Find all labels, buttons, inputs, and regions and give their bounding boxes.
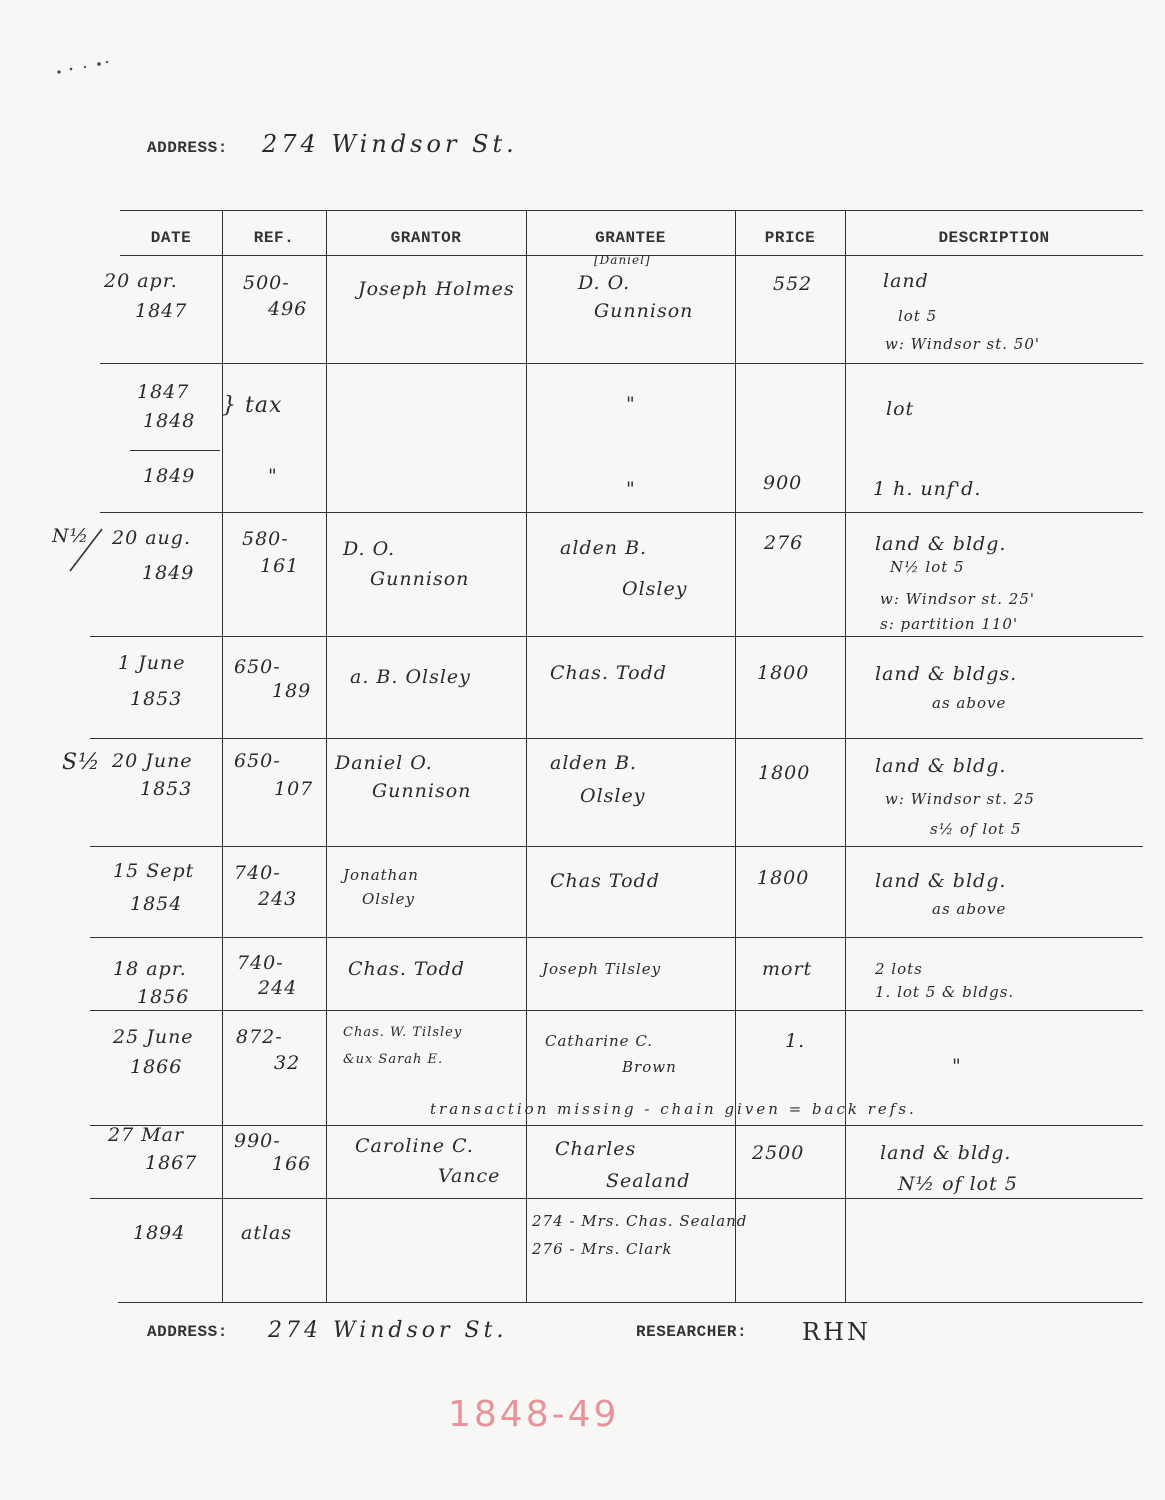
row0-grantee-note: [Daniel]: [594, 253, 651, 267]
row3-margin-note: N½: [52, 525, 90, 547]
row-rule: [90, 738, 1143, 739]
row0-ref2: 496: [268, 298, 308, 320]
table-bottom-rule: [118, 1302, 1143, 1303]
row6-price: 1800: [757, 867, 810, 889]
row0-desc2: lot 5: [898, 307, 938, 325]
row9-ref2: 166: [272, 1153, 312, 1175]
col-divider-ref: [222, 210, 223, 1302]
row5-desc2: w: Windsor st. 25: [885, 790, 1035, 808]
row5-grantor2: Gunnison: [372, 780, 472, 802]
row9-grantee2: Sealand: [606, 1170, 691, 1192]
col-header-description: DESCRIPTION: [938, 229, 1050, 247]
row-rule: [90, 937, 1143, 938]
row6-desc1: land & bldg.: [875, 870, 1007, 892]
row7-desc1: 2 lots: [875, 960, 923, 978]
row10-grantee1: 274 - Mrs. Chas. Sealand: [532, 1212, 748, 1230]
row1-ref: } tax: [222, 393, 283, 418]
row8-date: 25 June: [113, 1026, 194, 1048]
row8-ref2: 32: [274, 1052, 301, 1074]
row-rule: [100, 512, 1143, 513]
row-rule: [100, 363, 1143, 364]
row3-grantee2: Olsley: [622, 578, 688, 600]
address-value: 274 Windsor St.: [262, 130, 518, 158]
row0-ref1: 500-: [243, 272, 290, 294]
row5-grantor1: Daniel O.: [335, 752, 433, 774]
row7-ref2: 244: [258, 977, 298, 999]
row2-year: 1849: [143, 465, 196, 487]
table-top-rule: [120, 210, 1143, 211]
pink-date-note: 1848-49: [448, 1394, 620, 1435]
row3-grantor1: D. O.: [343, 538, 396, 560]
row10-ref: atlas: [241, 1222, 293, 1244]
row10-grantee2: 276 - Mrs. Clark: [532, 1240, 673, 1258]
row9-ref1: 990-: [234, 1130, 281, 1152]
row2-grantee-ditto: ": [626, 478, 636, 500]
row3-price: 276: [764, 532, 804, 554]
row8-ref1: 872-: [236, 1026, 283, 1048]
row-rule: [90, 1125, 1143, 1126]
col-divider-grantor: [326, 210, 327, 1302]
footer-address-label: ADDRESS:: [147, 1323, 228, 1341]
col-header-grantor: GRANTOR: [390, 229, 462, 247]
col-header-ref: REF.: [253, 229, 295, 247]
margin-slash-mark: [66, 525, 106, 575]
row3-ref1: 580-: [242, 528, 289, 550]
row9-year: 1867: [145, 1152, 198, 1174]
row8-year: 1866: [130, 1056, 183, 1078]
row8-price: 1.: [785, 1030, 806, 1052]
row4-year: 1853: [130, 688, 183, 710]
row7-date: 18 apr.: [113, 958, 187, 980]
row0-grantee2: Gunnison: [594, 300, 694, 322]
row7-grantee: Joseph Tilsley: [542, 960, 662, 978]
row8-desc-ditto: ": [952, 1055, 962, 1077]
row3-grantee1: alden B.: [560, 537, 648, 559]
row9-grantor2: Vance: [438, 1165, 501, 1187]
row1-year2: 1848: [143, 410, 196, 432]
missing-transaction-note: transaction missing - chain given = back refs.: [430, 1100, 917, 1118]
row9-grantee1: Charles: [555, 1138, 637, 1160]
researcher-label: RESEARCHER:: [636, 1323, 748, 1341]
row5-grantee1: alden B.: [550, 752, 638, 774]
row2-price: 900: [763, 472, 803, 494]
col-divider-price: [735, 210, 736, 1302]
row5-date: 20 June: [112, 750, 193, 772]
row4-ref2: 189: [272, 680, 312, 702]
row8-grantor2: &ux Sarah E.: [343, 1052, 444, 1067]
row5-ref2: 107: [274, 778, 314, 800]
row-rule: [90, 1010, 1143, 1011]
row0-desc1: land: [883, 270, 929, 292]
row3-grantor2: Gunnison: [370, 568, 470, 590]
row9-price: 2500: [752, 1142, 805, 1164]
row4-grantee: Chas. Todd: [550, 662, 667, 684]
col-header-grantee: GRANTEE: [595, 229, 666, 247]
row2-ref-ditto: ": [268, 465, 278, 487]
row7-grantor: Chas. Todd: [348, 958, 465, 980]
address-label: ADDRESS:: [147, 139, 228, 157]
row1-grantee-ditto: ": [626, 393, 636, 415]
row6-year: 1854: [130, 893, 183, 915]
row9-desc1: land & bldg.: [880, 1142, 1012, 1164]
row4-desc2: as above: [932, 694, 1007, 712]
row9-grantor1: Caroline C.: [355, 1135, 474, 1157]
row-rule: [90, 636, 1143, 637]
footer-address-value: 274 Windsor St.: [268, 1318, 508, 1343]
row6-grantor2: Olsley: [362, 890, 415, 908]
row3-desc3: w: Windsor st. 25': [880, 590, 1036, 608]
row5-desc1: land & bldg.: [875, 755, 1007, 777]
row8-grantee2: Brown: [622, 1058, 677, 1076]
col-header-date: DATE: [150, 229, 192, 247]
row9-date: 27 Mar: [108, 1124, 185, 1146]
row9-desc2: N½ of lot 5: [898, 1173, 1018, 1195]
row0-grantor: Joseph Holmes: [358, 278, 515, 300]
researcher-value: RHN: [802, 1318, 871, 1346]
row3-desc4: s: partition 110': [880, 615, 1019, 633]
row3-desc1: land & bldg.: [875, 533, 1007, 555]
row7-desc2: 1. lot 5 & bldgs.: [875, 983, 1015, 1001]
row5-grantee2: Olsley: [580, 785, 646, 807]
row4-ref1: 650-: [234, 656, 281, 678]
col-divider-grantee: [526, 210, 527, 1302]
col-header-price: PRICE: [764, 229, 816, 247]
row5-price: 1800: [758, 762, 811, 784]
row6-date: 15 Sept: [113, 860, 195, 882]
row0-price: 552: [773, 273, 813, 295]
row0-desc3: w: Windsor st. 50': [885, 335, 1041, 353]
row7-year: 1856: [137, 986, 190, 1008]
row-rule: [90, 846, 1143, 847]
row6-grantor1: Jonathan: [343, 866, 419, 884]
row10-year: 1894: [133, 1222, 186, 1244]
row3-desc2: N½ lot 5: [890, 558, 965, 576]
row2-desc: 1 h. unf'd.: [873, 478, 982, 500]
row4-grantor: a. B. Olsley: [350, 666, 471, 688]
row4-price: 1800: [757, 662, 810, 684]
row3-date: 20 aug.: [112, 527, 191, 549]
row-rule: [130, 450, 220, 451]
row1-year1: 1847: [137, 381, 190, 403]
row7-price: mort: [762, 958, 813, 980]
row6-ref1: 740-: [234, 862, 281, 884]
row5-margin-note: S½: [62, 750, 101, 775]
row6-grantee: Chas Todd: [550, 870, 660, 892]
row5-year: 1853: [140, 778, 193, 800]
row5-desc3: s½ of lot 5: [930, 820, 1022, 838]
ink-specks: [55, 58, 115, 78]
row8-grantor1: Chas. W. Tilsley: [343, 1025, 463, 1040]
row6-desc2: as above: [932, 900, 1007, 918]
row0-year: 1847: [135, 300, 188, 322]
row6-ref2: 243: [258, 888, 298, 910]
row7-ref1: 740-: [237, 952, 284, 974]
row-rule: [90, 1198, 1143, 1199]
row4-desc1: land & bldgs.: [875, 663, 1018, 685]
row5-ref1: 650-: [234, 750, 281, 772]
row0-grantee1: D. O.: [578, 272, 631, 294]
row3-year: 1849: [142, 562, 195, 584]
row4-date: 1 June: [118, 652, 186, 674]
col-divider-description: [845, 210, 846, 1302]
row3-ref2: 161: [260, 555, 300, 577]
row0-date: 20 apr.: [104, 270, 178, 292]
row8-grantee1: Catharine C.: [545, 1032, 654, 1050]
row1-desc: lot: [886, 398, 915, 420]
